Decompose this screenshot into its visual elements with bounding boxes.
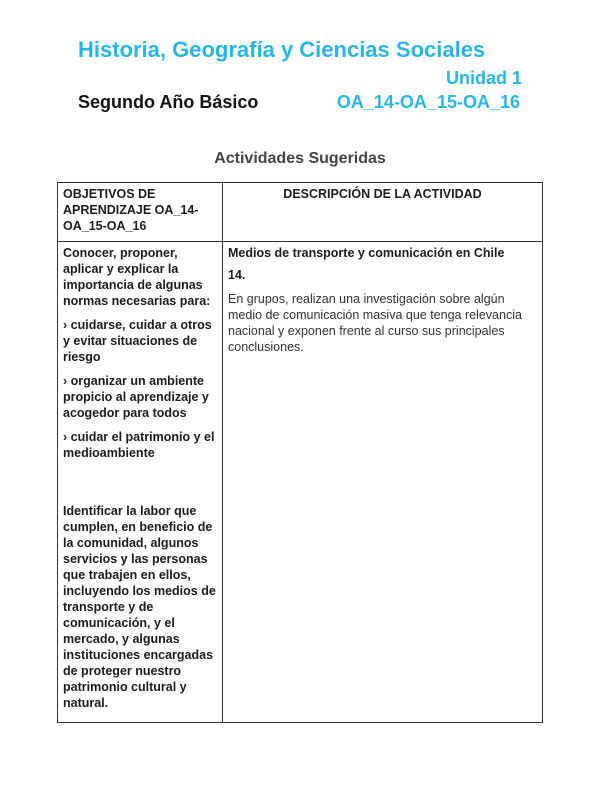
activity-number: 14. — [228, 268, 246, 282]
objectives-cell — [58, 242, 223, 723]
grade-label: Segundo Año Básico — [78, 92, 259, 112]
oa-codes: OA_14-OA_15-OA_16 — [336, 92, 520, 112]
objective-item: › organizar un ambiente propicio al aprendizaje y acogedor para todos — [63, 374, 209, 420]
objective-item: › cuidar el patrimonio y el medioambiente — [63, 430, 215, 460]
subject-title: Historia, Geografía y Ciencias Sociales — [78, 37, 486, 62]
activity-header: DESCRIPCIÓN DE LA ACTIVIDAD — [223, 183, 543, 242]
unit-label: Unidad 1 — [445, 68, 522, 88]
table-header-row — [58, 183, 543, 242]
activity-description: En grupos, realizan una investigación sobre algún medio de comunicación masiva que tenga relevancia nacional y exponen frente al curso sus principales conclusiones. — [228, 292, 522, 354]
objectives-header: OBJETIVOS DE APRENDIZAJE OA_14-OA_15-OA_16 — [58, 183, 223, 242]
activity-title: Medios de transporte y comunicación en Chile — [228, 246, 505, 260]
objective-intro: Conocer, proponer, aplicar y explicar la importancia de algunas normas necesarias para: — [63, 246, 211, 308]
activity-table — [57, 182, 543, 723]
objective-community: Identificar la labor que cumplen, en beneficio de la comunidad, algunos servicios y las personas que trabajen en ellos, incluyendo los medios de transporte y de comunicación, y el mercado, y algunas instituciones encargadas de proteger nuestro patrimonio cultural y natural. — [63, 504, 216, 710]
objective-item: › cuidarse, cuidar a otros y evitar situaciones de riesgo — [63, 318, 212, 364]
section-heading: Actividades Sugeridas — [214, 150, 386, 167]
activity-cell — [223, 242, 543, 723]
table-row — [58, 242, 543, 723]
